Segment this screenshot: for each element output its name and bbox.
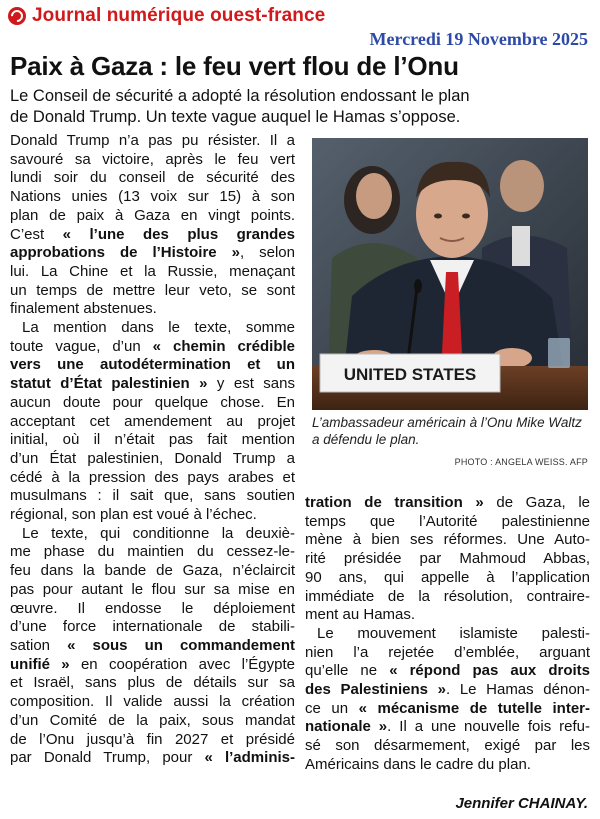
article-body-line	[10, 338, 295, 357]
bold-quote-run: statut d’État palestinien »	[10, 375, 208, 393]
publication-date: Mercredi 19 Novembre 2025	[369, 29, 588, 49]
bold-quote-run: approbations de l’Histoire »	[10, 244, 240, 262]
text-run: sé son désarmement, exigé par les	[305, 737, 590, 755]
text-run: œuvre. Il endosse le déploiement	[10, 599, 295, 617]
article-body-line	[10, 394, 295, 413]
article-body-line	[305, 531, 590, 550]
bold-quote-run: « chemin crédible	[152, 337, 295, 355]
article-body-line	[305, 644, 590, 663]
article-body-line	[10, 543, 295, 562]
bold-quote-run: vers une autodétermination et un	[10, 356, 295, 374]
journal-name: Journal numérique ouest-france	[32, 5, 326, 26]
article-column-right	[305, 494, 590, 775]
text-run: musulmans : il sait que, sans soutien	[10, 487, 295, 505]
article-body-line	[10, 151, 295, 170]
article-body-line	[10, 487, 295, 506]
newspaper-logo-icon	[8, 7, 26, 25]
text-run: Américains dans le cadre du plan.	[305, 755, 531, 773]
text-run: ment au Hamas.	[305, 606, 416, 624]
text-run: sation	[10, 636, 68, 654]
text-run: feu dans la bande de Gaza, n’éclaircit	[10, 562, 295, 580]
text-run: . Le Hamas dénon-	[446, 681, 590, 699]
text-run: d’un État palestinien, Donald Trump a	[10, 449, 295, 467]
article-body-line	[10, 731, 295, 750]
article-body-line	[10, 506, 295, 525]
text-run: cédé à la pression des pays arabes et	[10, 468, 295, 486]
author-signature: Jennifer CHAINAY.	[455, 795, 588, 812]
article-body-line	[305, 606, 590, 625]
text-run: rité présidée par Mahmoud Abbas,	[305, 550, 590, 568]
text-run: acceptant cet amendement au projet	[10, 412, 295, 430]
article-body-line	[305, 700, 590, 719]
ambassador-photo-illustration	[312, 138, 588, 410]
text-run: en coopération avec l’Égypte	[69, 655, 296, 673]
article-body-line	[305, 756, 590, 775]
article-body-line	[10, 300, 295, 319]
article-photo	[312, 138, 588, 410]
article-body-line	[10, 618, 295, 637]
text-run: nien l’a rejetée d’emblée, arguant	[305, 643, 590, 661]
text-run: mène à bien ses réformes. Une Auto-	[305, 531, 590, 549]
text-run: me phase du maintien du cessez-le-	[10, 543, 295, 561]
article-body-line	[10, 375, 295, 394]
text-run: pas pour autant le flou sur sa mise en	[10, 580, 295, 598]
text-run: d’une force internationale de stabili-	[10, 618, 295, 636]
article-body-line	[10, 525, 295, 544]
article-body-line	[10, 637, 295, 656]
article-body-line	[10, 263, 295, 282]
article-body-line	[10, 431, 295, 450]
article-body-line	[10, 600, 295, 619]
article-body-line	[305, 718, 590, 737]
lede-line: Le Conseil de sécurité a adopté la résolution endossant le plan	[10, 87, 470, 105]
article-body-line	[305, 737, 590, 756]
text-run: un temps de mettre leur veto, se sont	[10, 281, 295, 299]
bold-quote-run: tration de transition »	[305, 494, 484, 511]
bold-quote-run: unifié »	[10, 655, 70, 673]
article-body-line	[10, 469, 295, 488]
bold-quote-run: « l’adminis-	[204, 749, 295, 767]
text-run: initial, où il n’était pas fait mention	[10, 431, 295, 449]
article-body-line	[10, 282, 295, 301]
article-headline: Paix à Gaza : le feu vert flou de l’Onu	[10, 51, 459, 81]
text-run: Le texte, qui conditionne la deuxiè-	[22, 524, 295, 542]
article-body-line	[10, 712, 295, 731]
text-run: et Israël, sans plus de détails sur sa	[10, 674, 295, 692]
text-run: C’est	[10, 225, 63, 243]
article-body-line	[305, 513, 590, 532]
article-body-line	[10, 244, 295, 263]
text-run: aucun doute pour quelque chose. En	[10, 393, 295, 411]
article-body-line	[305, 625, 590, 644]
text-run: lui. La Chine et la Russie, menaçant	[10, 262, 295, 280]
bold-quote-run: « sous un commandement	[67, 636, 295, 654]
lede-line: de Donald Trump. Un texte vague auquel le Hamas s’oppose.	[10, 108, 461, 126]
text-run: immédiate de la résolution, contraire-	[305, 587, 590, 605]
photo-credit: PHOTO : ANGELA WEISS. AFP	[454, 457, 588, 467]
article-body-line	[305, 569, 590, 588]
article-body-line	[10, 413, 295, 432]
text-run: qu’elle ne	[305, 662, 390, 680]
article-body-line	[10, 581, 295, 600]
text-run: régional, son plan est voué à l’échec.	[10, 506, 257, 524]
text-run: lundi soir du conseil de sécurité des	[10, 169, 295, 187]
bold-quote-run: « mécanisme de tutelle inter-	[358, 699, 590, 717]
photo-caption: L’ambassadeur américain à l’Onu Mike Waltz a défendu le plan.	[312, 415, 582, 447]
text-run: par Donald Trump, pour	[10, 749, 205, 767]
text-run: savouré sa victoire, après le feu vert	[10, 150, 295, 168]
text-run: de Gaza, le	[483, 494, 590, 511]
text-run: de l’Onu jusqu’à fin 2027 et présidé	[10, 730, 295, 748]
masthead	[8, 5, 325, 27]
article-body-line	[10, 693, 295, 712]
text-run: y est sans	[207, 375, 295, 393]
article-body-line	[10, 132, 295, 151]
article-body-line	[10, 749, 295, 768]
article-body-line	[305, 662, 590, 681]
text-run: Donald Trump n’a pas pu résister. Il a	[10, 132, 295, 149]
text-run: ce un	[305, 699, 359, 717]
bold-quote-run: « répond pas aux droits	[389, 662, 590, 680]
text-run: . Il a une nouvelle fois refu-	[387, 718, 590, 736]
article-body-line	[10, 656, 295, 675]
text-run: , selon	[239, 244, 295, 262]
article-body-line	[305, 681, 590, 700]
article-lede	[10, 86, 595, 128]
text-run: plan de paix à Gaza en vingt points.	[10, 206, 295, 224]
text-run: 90 ans, qui appelle à l’application	[305, 568, 590, 586]
bold-quote-run: « l’une des plus grandes	[62, 225, 295, 243]
article-column-left	[10, 132, 295, 768]
article-body-line	[305, 550, 590, 569]
article-body-line	[10, 188, 295, 207]
text-run: Le mouvement islamiste palesti-	[317, 624, 590, 642]
text-run: d’un Comité de la paix, sous mandat	[10, 711, 295, 729]
article-body-line	[305, 588, 590, 607]
bold-quote-run: nationale »	[305, 718, 388, 736]
article-body-line	[10, 450, 295, 469]
text-run: finalement abstenues.	[10, 300, 157, 318]
text-run: toute vague, d’un	[10, 337, 153, 355]
nameplate-text: UNITED STATES	[343, 365, 477, 384]
bold-quote-run: des Palestiniens »	[305, 681, 447, 699]
article-body-line	[305, 494, 590, 513]
text-run: temps que l’Autorité palestinienne	[305, 512, 590, 530]
article-body-line	[10, 674, 295, 693]
article-body-line	[10, 207, 295, 226]
article-body-line	[10, 226, 295, 245]
text-run: La mention dans le texte, somme	[22, 319, 295, 337]
article-body-line	[10, 562, 295, 581]
article-body-line	[10, 319, 295, 338]
text-run: Nations unies (13 voix sur 15) à son	[10, 188, 295, 206]
article-body-line	[10, 169, 295, 188]
article-body-line	[10, 356, 295, 375]
text-run: composition. Il valide aussi la création	[10, 693, 295, 711]
